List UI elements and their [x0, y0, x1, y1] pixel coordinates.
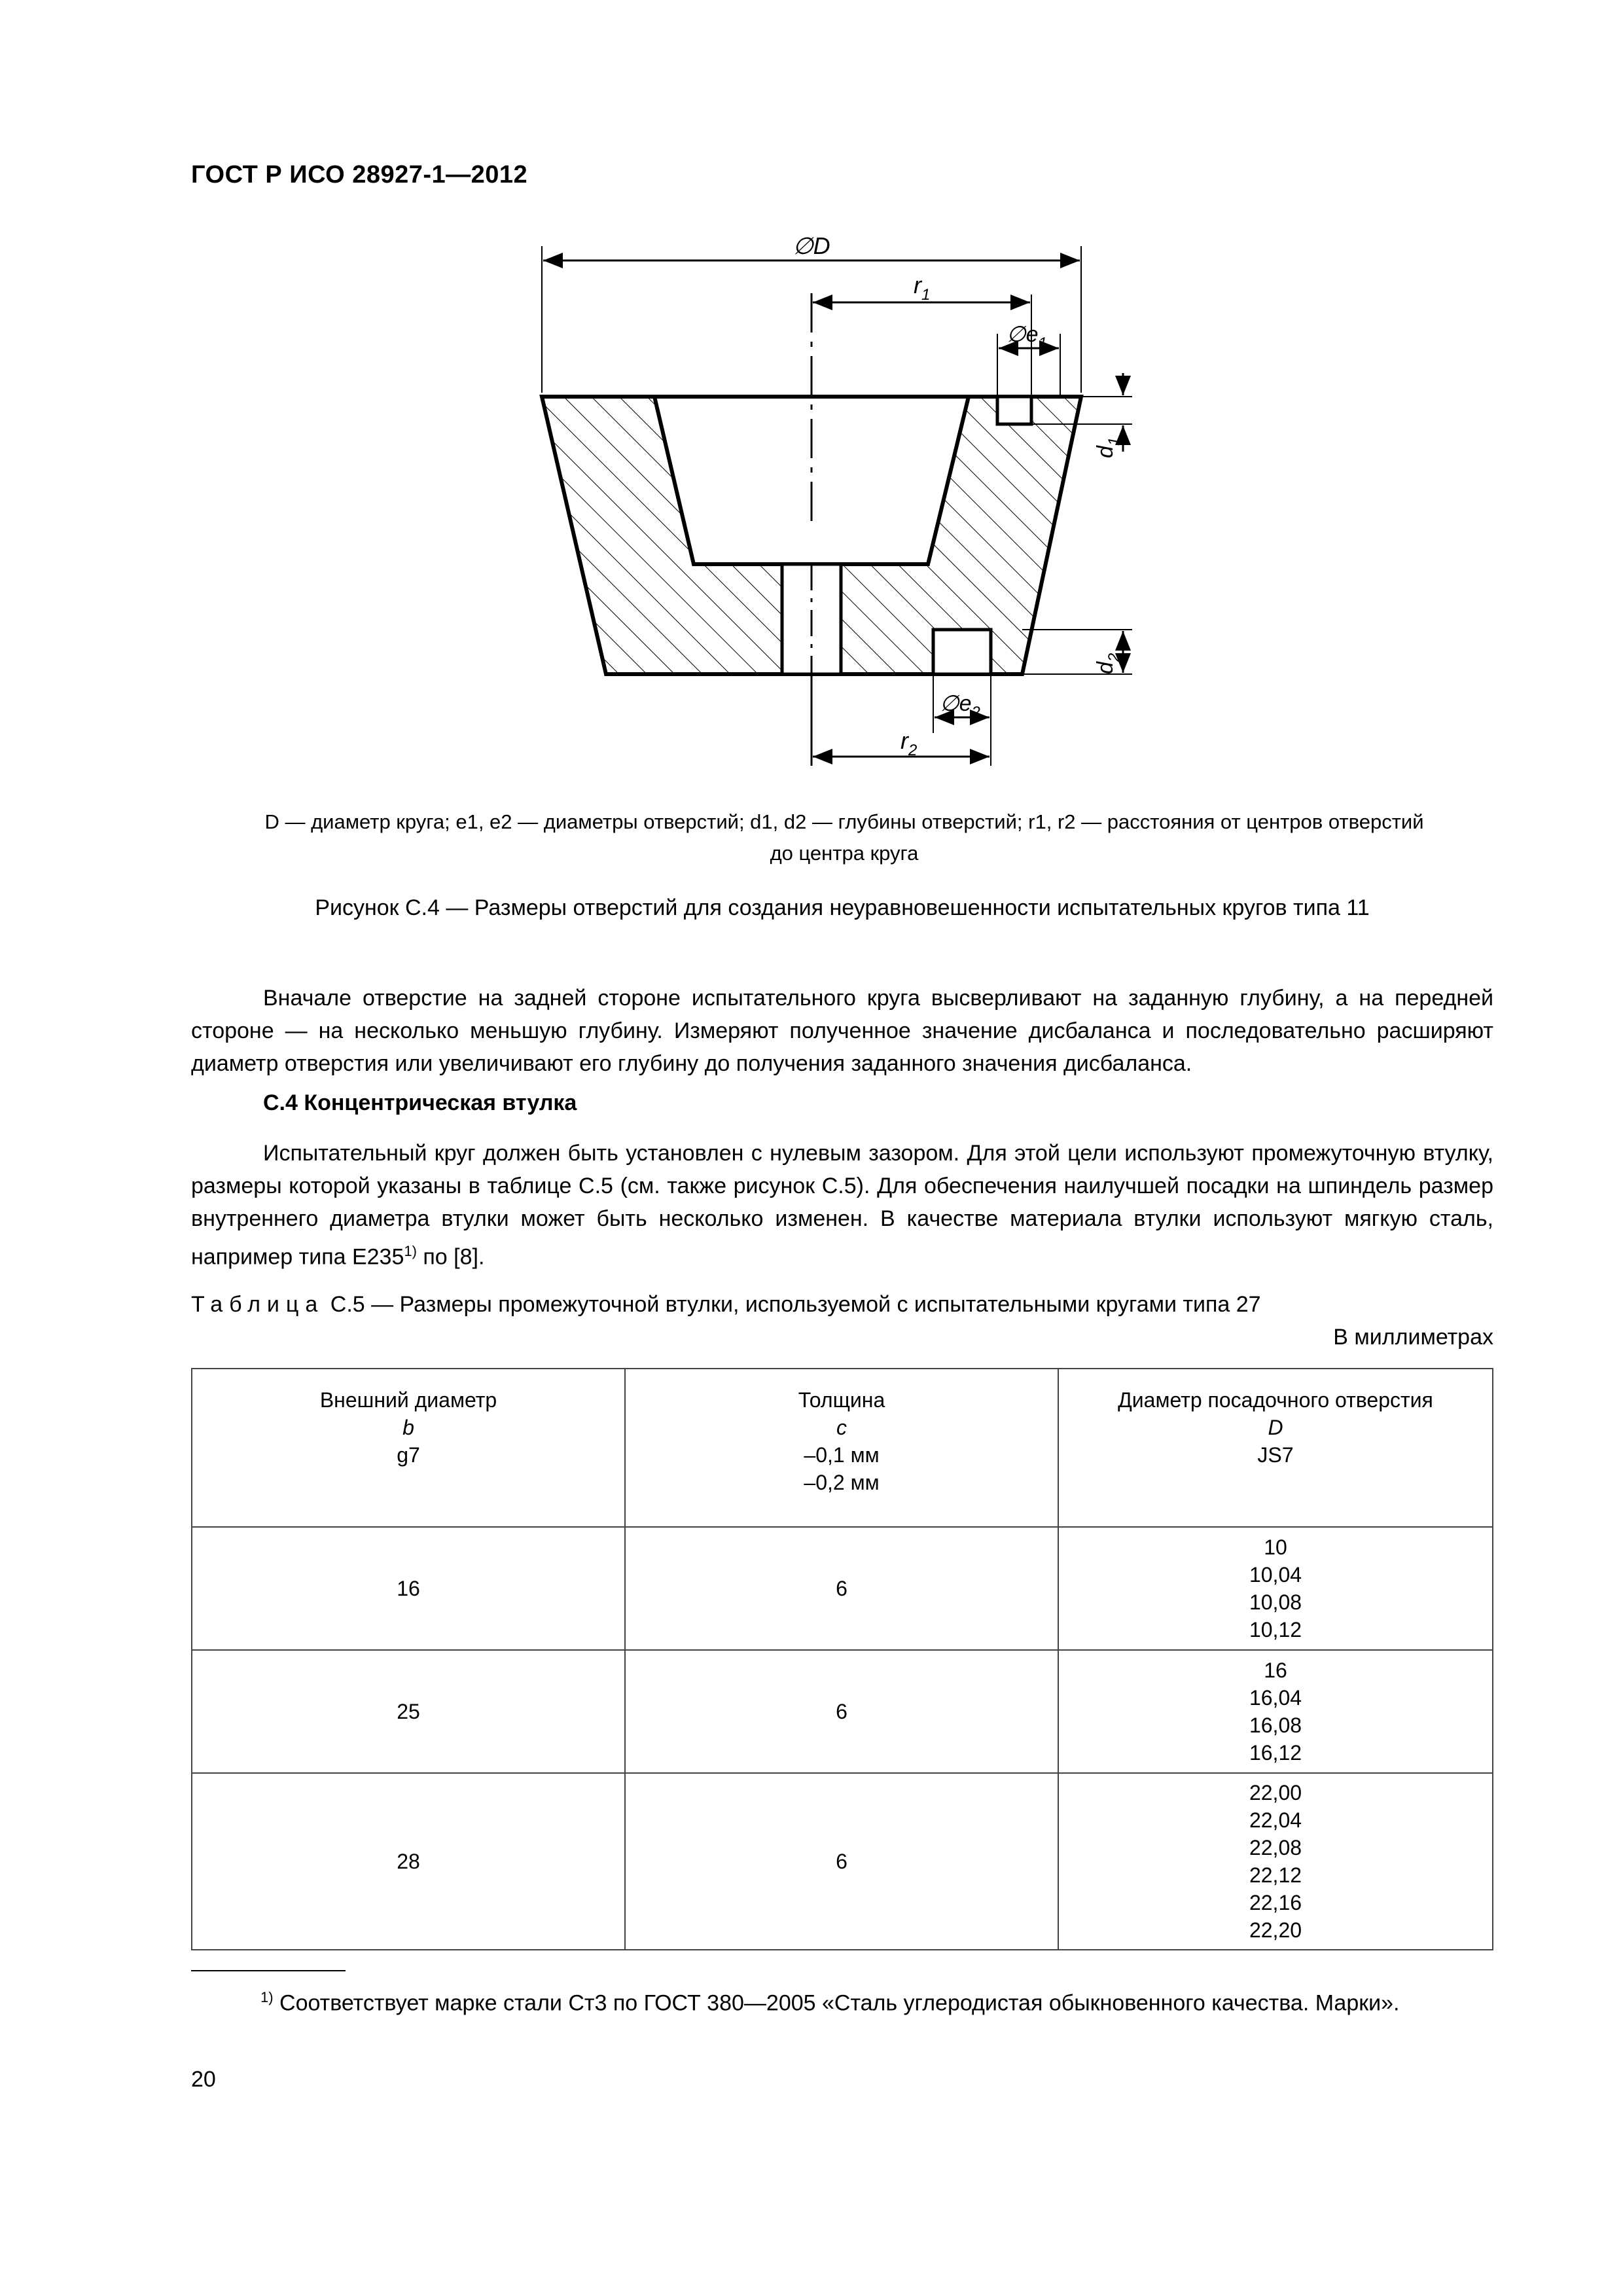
- header-bore-diameter: Диаметр посадочного отверстия D JS7: [1058, 1369, 1493, 1527]
- figure-legend: [216, 806, 1472, 869]
- label-r2: $r_2$: [901, 727, 918, 759]
- footnote-reference[interactable]: 1): [404, 1243, 417, 1259]
- table-row: [192, 1773, 1493, 1950]
- cell-bore-diameter: 22,00 22,04 22,08 22,12 22,16 22,20: [1058, 1773, 1493, 1950]
- figure-drawing: [0, 0, 1623, 798]
- figure-legend-line2: до центра круга: [770, 842, 919, 865]
- body-paragraph-2-tail: по [8].: [416, 1244, 485, 1270]
- table-row: [192, 1527, 1493, 1650]
- table-header-row: [192, 1369, 1493, 1527]
- figure-legend-line1: D — диаметр круга; e1, e2 — диаметры отверстий; d1, d2 — глубины отверстий; r1, r2 — расстояния от центров отверстий: [264, 810, 1424, 833]
- footnote-mark: 1): [260, 1989, 274, 2005]
- table-units: В миллиметрах: [1333, 1325, 1493, 1350]
- label-D: ∅D: [793, 232, 830, 259]
- cell-thickness: 6: [625, 1773, 1058, 1950]
- header-thickness: Толщина c –0,1 мм –0,2 мм: [625, 1369, 1058, 1527]
- label-d2: $d_2$: [1093, 653, 1123, 674]
- table-title-label: Таблица: [191, 1292, 325, 1317]
- cell-bore-diameter: 10 10,04 10,08 10,12: [1058, 1527, 1493, 1650]
- document-header: ГОСТ Р ИСО 28927-1—2012: [191, 161, 528, 188]
- label-e1: $\emptyset e_1$: [1007, 322, 1047, 352]
- footnote-text: Соответствует марке стали Ст3 по ГОСТ 380—2005 «Сталь углеродистая обыкновенного качества. Марки».: [273, 1990, 1400, 2016]
- figure-caption: Рисунок С.4 — Размеры отверстий для создания неуравновешенности испытательных кругов типа 11: [315, 895, 1370, 920]
- footnote: [191, 1981, 1493, 2020]
- body-paragraph-2-text: Испытательный круг должен быть установлен с нулевым зазором. Для этой цели используют промежуточную втулку, размеры которой указаны в таблице С.5 (см. также рисунок С.5). Для обеспечения наилучшей посадки на шпиндель размер внутреннего диаметра втулки может быть несколько изменен. В качестве материала втулки используют мягкую сталь, например типа Е235: [191, 1141, 1493, 1270]
- label-e2: $\emptyset e_2$: [940, 691, 980, 721]
- cell-outer-diameter: 16: [192, 1527, 625, 1650]
- dimensions-table: [191, 1368, 1493, 1950]
- cell-outer-diameter: 25: [192, 1650, 625, 1773]
- cell-bore-diameter: 16 16,04 16,08 16,12: [1058, 1650, 1493, 1773]
- table-row: [192, 1650, 1493, 1773]
- cell-thickness: 6: [625, 1650, 1058, 1773]
- label-r1: $r_1$: [914, 272, 931, 304]
- body-paragraph-2: [191, 1137, 1493, 1273]
- cell-thickness: 6: [625, 1527, 1058, 1650]
- table-title-text: С.5 — Размеры промежуточной втулки, используемой с испытательными кругами типа 27: [324, 1292, 1261, 1317]
- label-d1: $d_1$: [1093, 437, 1123, 458]
- header-outer-diameter: Внешний диаметр b g7: [192, 1369, 625, 1527]
- section-heading: С.4 Концентрическая втулка: [263, 1090, 577, 1115]
- page-number: 20: [191, 2067, 216, 2092]
- table-title: [191, 1292, 1261, 1318]
- cell-outer-diameter: 28: [192, 1773, 625, 1950]
- footnote-divider: [191, 1970, 346, 1971]
- body-paragraph-1: Вначале отверстие на задней стороне испытательного круга высверливают на заданную глубину, а на передней стороне — на несколько меньшую глубину. Измеряют полученное значение дисбаланса и последовательно расширяют диаметр отверстия или увеличивают его глубину до получения заданного значения дисбаланса.: [191, 986, 1493, 1076]
